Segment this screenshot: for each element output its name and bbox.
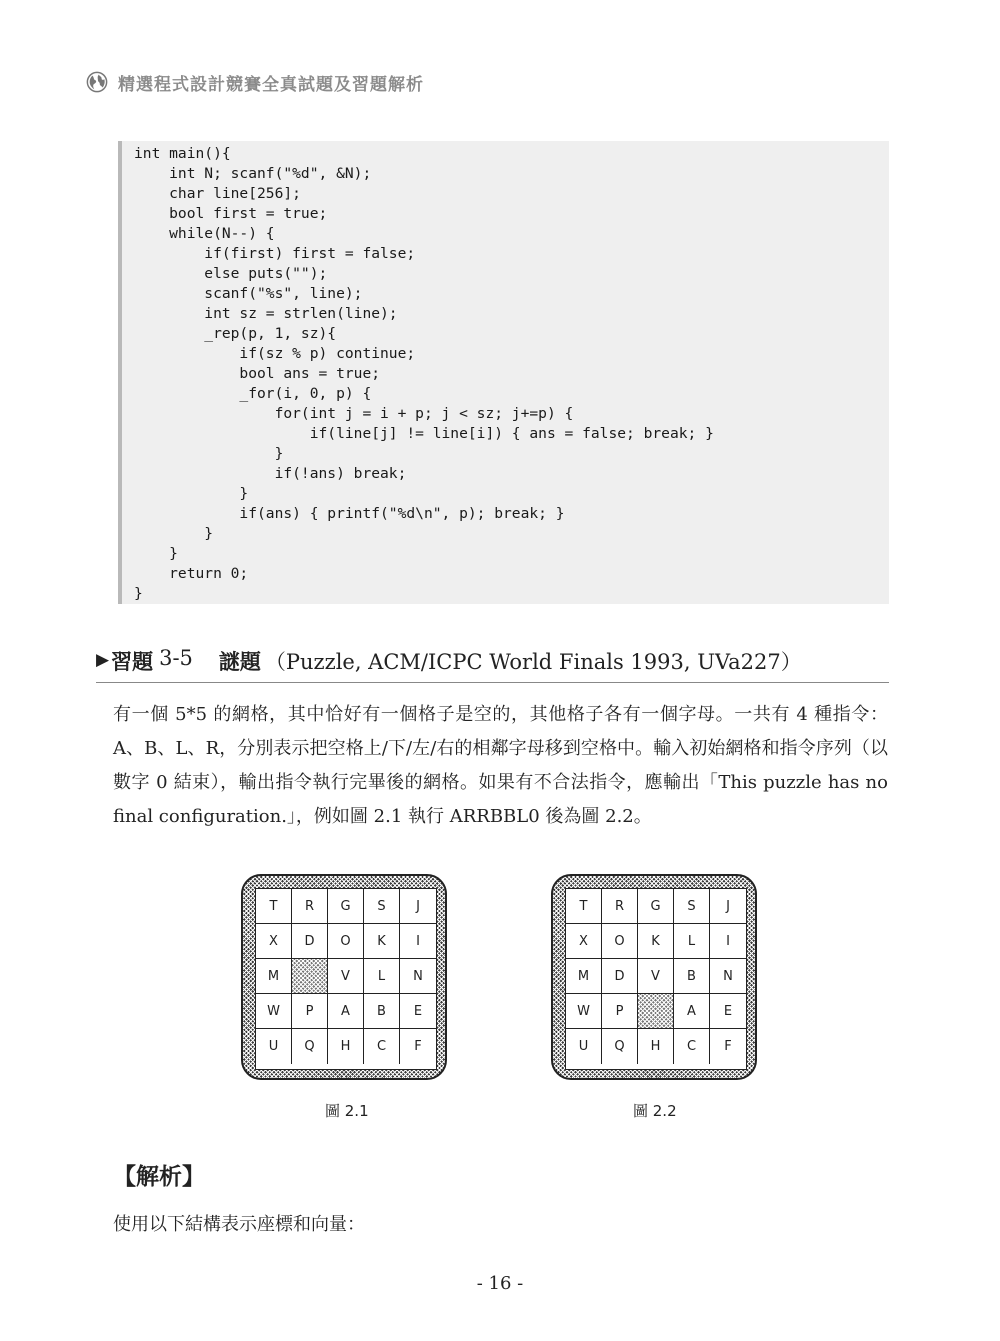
grid-cell: N <box>400 959 436 994</box>
grid-cell: A <box>328 994 364 1029</box>
triangle-marker: ▶ <box>96 650 110 670</box>
grid-cell: L <box>674 924 710 959</box>
grid-cell: G <box>328 889 364 924</box>
figure-2-1 <box>241 874 447 1080</box>
grid-cell: M <box>566 959 602 994</box>
grid-cell: U <box>566 1029 602 1064</box>
analysis-heading: 【解析】 <box>113 1164 205 1190</box>
empty-cell <box>638 994 674 1029</box>
grid-cell: B <box>674 959 710 994</box>
grid-cell: P <box>602 994 638 1029</box>
grid-cell: O <box>328 924 364 959</box>
analysis-text: 使用以下結構表示座標和向量： <box>113 1214 365 1235</box>
grid-cell: M <box>256 959 292 994</box>
grid-cell: V <box>328 959 364 994</box>
grid-cell: X <box>256 924 292 959</box>
grid-cell: E <box>710 994 746 1029</box>
grid-cell: J <box>400 889 436 924</box>
puzzle-grid <box>255 888 437 1070</box>
grid-cell: S <box>674 889 710 924</box>
grid-cell: T <box>566 889 602 924</box>
grid-cell: V <box>638 959 674 994</box>
grid-cell: I <box>710 924 746 959</box>
grid-cell: L <box>364 959 400 994</box>
page-header <box>86 68 424 96</box>
grid-cell: J <box>710 889 746 924</box>
grid-cell: G <box>638 889 674 924</box>
exercise-number: 3-5 <box>159 646 193 670</box>
grid-cell: Q <box>292 1029 328 1064</box>
exercise-heading <box>96 646 889 683</box>
grid-cell: D <box>292 924 328 959</box>
grid-cell: U <box>256 1029 292 1064</box>
problem-description: 有一個 5*5 的網格，其中恰好有一個格子是空的，其他格子各有一個字母。一共有 4 種指令：A、B、L、R，分別表示把空格上/下/左/右的相鄰字母移到空格中。輸入初始網格和指令序列（以數字 0 結束），輸出指令執行完畢後的網格。如果有不合法指令，應輸出「This puzzle has no final configuration.」，例如圖 2.1 執行 ARRBBL0 後為圖 2.2。 <box>113 704 888 827</box>
grid-cell: K <box>638 924 674 959</box>
exercise-title: 謎題 <box>218 650 261 674</box>
figure-caption: 圖 2.2 <box>633 1102 677 1120</box>
grid-cell: A <box>674 994 710 1029</box>
grid-cell: P <box>292 994 328 1029</box>
exercise-subtitle: （Puzzle, ACM/ICPC World Finals 1993, UVa227） <box>264 650 802 674</box>
grid-cell: B <box>364 994 400 1029</box>
exercise-label: 習題 <box>111 650 154 674</box>
grid-cell: N <box>710 959 746 994</box>
grid-cell: X <box>566 924 602 959</box>
grid-cell: K <box>364 924 400 959</box>
grid-cell: F <box>414 1039 422 1054</box>
grid-cell: I <box>400 924 436 959</box>
grid-cell: W <box>256 994 292 1029</box>
grid-cell: S <box>364 889 400 924</box>
globe-icon <box>86 71 108 93</box>
page-number: - 16 - <box>476 1273 524 1294</box>
figure-caption: 圖 2.1 <box>325 1102 369 1120</box>
grid-cell: E <box>400 994 436 1029</box>
grid-cell: F <box>724 1039 732 1054</box>
grid-cell: R <box>602 889 638 924</box>
puzzle-grid <box>565 888 747 1070</box>
code-block <box>118 141 889 604</box>
grid-cell: W <box>566 994 602 1029</box>
grid-cell: D <box>602 959 638 994</box>
book-title: 精選程式設計競賽全真試題及習題解析 <box>118 74 424 95</box>
grid-cell: H <box>328 1029 364 1064</box>
code-text: int main(){ int N; scanf("%d", &N); char line[256]; bool first = true; while(N--) { if(first) first = false; else puts(""); scanf("%s", line); int sz = strlen(line); _rep(p, 1, sz){ if(sz % p) continue; bool ans = true; _for(i, 0, p) { for(int j = i + p; j < sz; j+=p) { if(line[j] != line[i]) { ans = false; break; } } if(!ans) break; } if(ans) { printf("%d\n", p); break; } } } return 0; } <box>134 145 714 602</box>
grid-cell: Q <box>602 1029 638 1064</box>
grid-cell: O <box>602 924 638 959</box>
grid-cell: C <box>674 1029 710 1064</box>
grid-cell: C <box>364 1029 400 1064</box>
empty-cell <box>292 959 328 994</box>
grid-cell: R <box>292 889 328 924</box>
grid-cell: H <box>638 1029 674 1064</box>
figure-2-2 <box>551 874 757 1080</box>
grid-cell: T <box>256 889 292 924</box>
